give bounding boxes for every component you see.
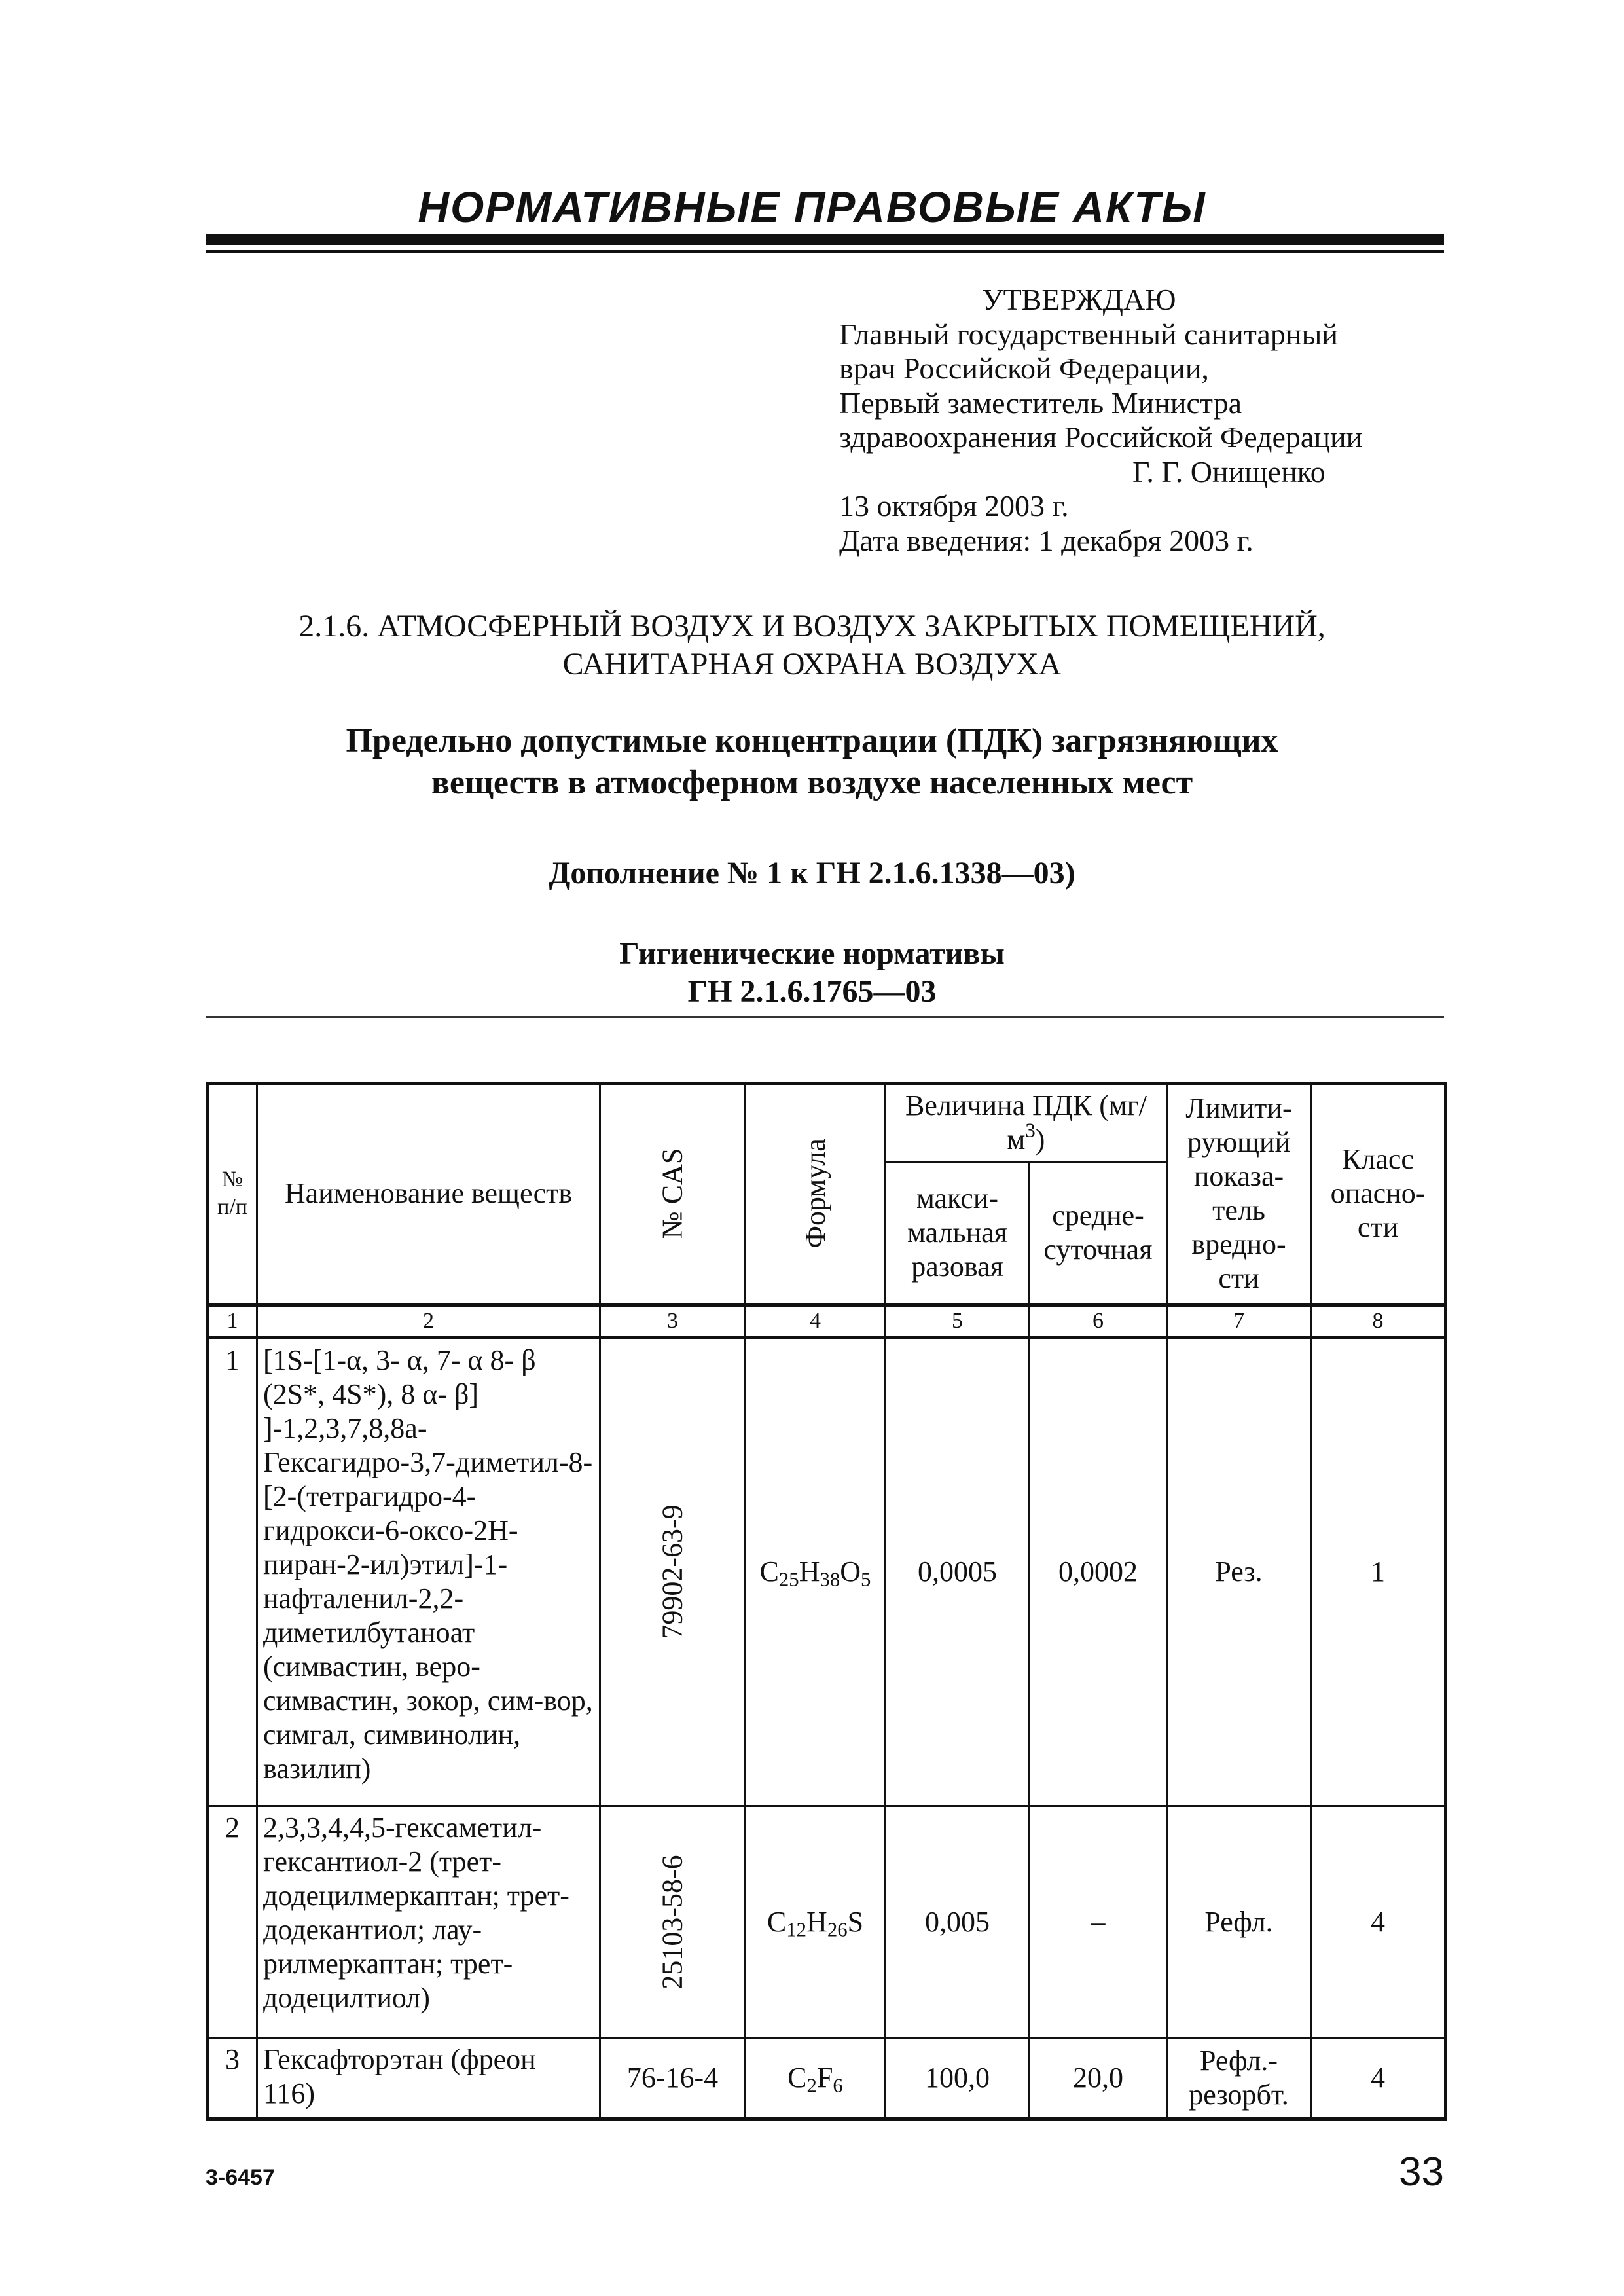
addendum-title: Дополнение № 1 к ГН 2.1.6.1338—03) [549,856,1075,890]
header-cas [600,1084,746,1305]
formula-part: C [759,1556,779,1588]
header-pdk [886,1084,1167,1162]
header-cas-text: № CAS [656,1148,689,1239]
formula-sub: 26 [827,1918,848,1941]
limit-indicator: Рефл. [1167,1806,1311,2038]
norms-line: Гигиенические нормативы [619,936,1005,971]
print-code: 3-6457 [206,2165,275,2190]
table-row [208,1338,1446,1806]
formula-part: C [767,1905,787,1938]
pdk-max: 0,0005 [886,1338,1030,1806]
header-pdk-text: Величина ПДК (мг/м [905,1089,1147,1156]
formula-sub: 6 [833,2074,843,2097]
header-limit: Лимити- рующий показа- тель вредно- сти [1167,1084,1311,1305]
limit-indicator: Рез. [1167,1338,1311,1806]
limit-indicator: Рефл.- резорбт. [1167,2038,1311,2119]
norms-code: ГН 2.1.6.1765—03 [687,974,937,1009]
header-max: макси- мальная разовая [886,1162,1030,1305]
header-pdk-sup: 3 [1025,1119,1036,1142]
pdk-avg: 0,0002 [1030,1338,1167,1806]
col-number: 3 [600,1305,746,1338]
formula-sub: 25 [778,1568,799,1591]
header-formula [746,1084,886,1305]
header-formula-text: Формула [799,1139,831,1248]
page-number: 33 [1399,2149,1444,2195]
col-number: 6 [1030,1305,1167,1338]
section-line: 2.1.6. АТМОСФЕРНЫЙ ВОЗДУХ И ВОЗДУХ ЗАКРЫТЫХ ПОМЕЩЕНИЙ, [298,609,1326,644]
header-rule-thick [206,234,1444,245]
cas-number [600,1338,746,1806]
formula [746,1806,886,2038]
document-title [0,720,1624,804]
approval-block [839,283,1362,558]
col-number: 7 [1167,1305,1311,1338]
approval-line: УТВЕРЖДАЮ [982,283,1176,316]
section-line: САНИТАРНАЯ ОХРАНА ВОЗДУХА [562,647,1062,682]
document-title-line: Предельно допустимые концентрации (ПДК) загрязняющих [346,722,1278,759]
header-pdk-close: ) [1035,1123,1045,1156]
formula [746,1338,886,1806]
formula-sub: 5 [861,1568,871,1591]
cas-number [600,1806,746,2038]
header-avg: средне- суточная [1030,1162,1167,1305]
pdk-max: 0,005 [886,1806,1030,2038]
row-num: 1 [208,1338,257,1806]
formula-part: C [787,2062,807,2094]
header-class: Класс опасно- сти [1311,1084,1446,1305]
document-title-line: веществ в атмосферном воздухе населенных мест [431,764,1193,801]
formula-sub: 38 [820,1568,840,1591]
pdk-table [206,1082,1447,2121]
hazard-class: 4 [1311,1806,1446,2038]
table-row [208,2038,1446,2119]
hazard-class: 4 [1311,2038,1446,2119]
formula-sub: 2 [806,2074,817,2097]
cas-number-text: 79902-63-9 [656,1504,689,1639]
formula-sub: 12 [786,1918,807,1941]
approval-line: Первый заместитель Министра [839,386,1242,420]
header-name: Наименование веществ [257,1084,600,1305]
col-number: 1 [208,1305,257,1338]
substance-name: 2,3,3,4,4,5-гексаметил-гексантиол-2 (трет-додецилмеркаптан; трет-додекантиол; лау-рилмеркаптан; трет-додецилтиол) [257,1806,600,2038]
approval-line: врач Российской Федерации, [839,352,1209,385]
approval-line: Главный государственный санитарный [839,317,1338,351]
formula-part: S [847,1905,864,1938]
formula [746,2038,886,2119]
col-number: 8 [1311,1305,1446,1338]
approval-effective-date: Дата введения: 1 декабря 2003 г. [839,523,1254,557]
approval-date: 13 октября 2003 г. [839,489,1069,522]
pdk-avg: 20,0 [1030,2038,1167,2119]
section-heading [0,608,1624,683]
formula-part: O [840,1556,861,1588]
approval-signatory: Г. Г. Онищенко [1132,454,1326,488]
header-rule-thin [206,250,1444,253]
approval-line: здравоохранения Российской Федерации [839,420,1363,454]
cas-number: 76-16-4 [600,2038,746,2119]
hazard-class: 1 [1311,1338,1446,1806]
section-header-title: НОРМАТИВНЫЕ ПРАВОВЫЕ АКТЫ [418,183,1206,231]
formula-part: H [799,1556,820,1588]
formula-part: H [806,1905,827,1938]
pdk-avg: – [1030,1806,1167,2038]
pdk-max: 100,0 [886,2038,1030,2119]
norms-title [0,935,1624,1011]
substance-name: Гексафторэтан (фреон 116) [257,2038,600,2119]
col-number: 5 [886,1305,1030,1338]
table-row [208,1806,1446,2038]
header-num: № п/п [208,1084,257,1305]
cas-number-text: 25103-58-6 [656,1854,689,1990]
col-number: 2 [257,1305,600,1338]
title-divider [206,1016,1444,1018]
col-number: 4 [746,1305,886,1338]
substance-name: [1S-[1-α, 3- α, 7- α 8- β (2S*, 4S*), 8 α- β] ]-1,2,3,7,8,8а-Гексагидро-3,7-диметил-8-[2-(тетрагидро-4-гидрокси-6-оксо-2Н-пиран-2-ил)этил]-1-нафталенил-2,2-диметилбутаноат (симвастин, веро-симвастин, зокор, сим-вор, симгал, симвинолин, вазилип) [257,1338,600,1806]
formula-part: F [816,2062,833,2094]
row-num: 2 [208,1806,257,2038]
row-num: 3 [208,2038,257,2119]
